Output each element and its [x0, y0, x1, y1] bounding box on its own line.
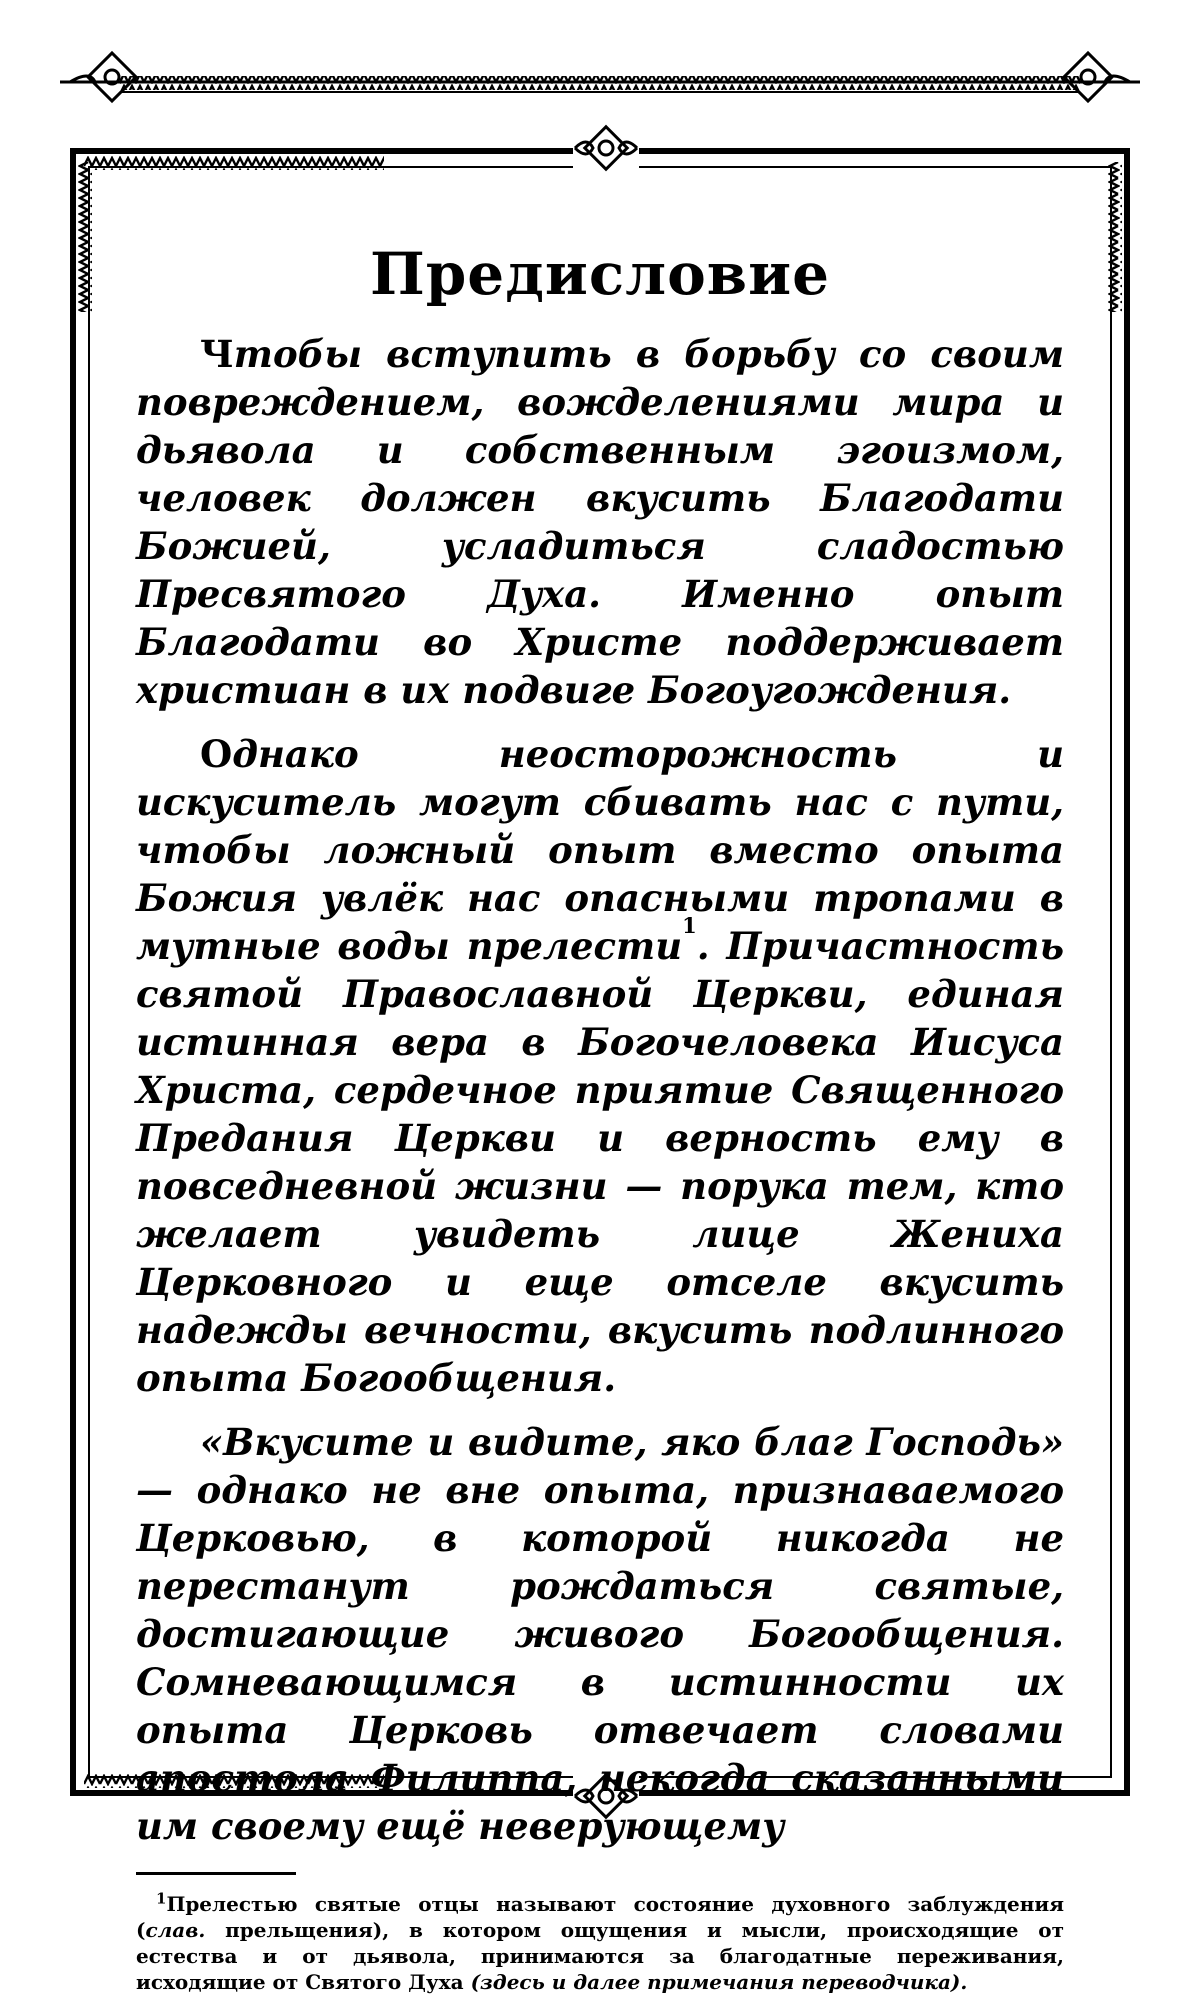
- footnote-text-start: Прелестью святые отцы называют состояние духовного заблуждения (: [136, 1892, 1064, 1942]
- knot-ornament-top-icon: [573, 120, 639, 176]
- footnote: [136, 1891, 1064, 1995]
- paragraph-2-initial: О: [200, 732, 233, 776]
- footnote-mark: 1: [156, 1889, 167, 1908]
- paragraph-2-text-before-ref: днако неосторожность и искуситель могут сбивать нас с пути, чтобы ложный опыт вместо опыта Божия увлёк нас опасными тропами в мутные воды прелести: [136, 732, 1064, 968]
- footnote-separator: [136, 1872, 296, 1875]
- paragraph-1-initial: Ч: [200, 332, 234, 376]
- paragraph-2-text-after-ref: . Причастность святой Православной Церкви, единая истинная вера в Богочеловека Иисуса Христа, сердечное приятие Священного Предания Церкви и верность ему в повседневной жизни — порука тем, кто желает увидеть лице Жениха Церковного и еще отселе вкусить надежды вечности, вкусить подлинного опыта Богообщения.: [136, 924, 1064, 1400]
- page-content: [136, 240, 1064, 1995]
- footnote-text-middle: прельщения), в котором ощущения и мысли, происходящие от естества и от дьявола, принимаются за благодатные переживания, исходящие от Святого Духа: [136, 1918, 1064, 1994]
- paragraph-1: [136, 330, 1064, 714]
- paragraph-2: [136, 730, 1064, 1402]
- page-frame: [70, 148, 1130, 1994]
- footnote-translator-note: (здесь и далее примечания переводчика).: [470, 1970, 968, 1994]
- paragraph-1-text: тобы вступить в борьбу со своим повреждением, вожделениями мира и дьявола и собственным эгоизмом, человек должен вкусить Благодати Божией, усладиться сладостью Пресвятого Духа. Именно опыт Благодати во Христе поддерживает христиан в их подвиге Богоугождения.: [136, 332, 1064, 712]
- top-ornament-rule: [0, 0, 1200, 130]
- footnote-abbreviation: слав.: [145, 1918, 206, 1942]
- footnote-reference[interactable]: 1: [682, 913, 697, 938]
- paragraph-3: «Вкусите и видите, яко благ Господь» — однако не вне опыта, признаваемого Церковью, в которой никогда не перестанут рождаться святые, достигающие живого Богообщения. Сомневающимся в истинности их опыта Церковь отвечает словами апостола Филиппа, некогда сказанными им своему ещё неверующему: [136, 1420, 1064, 1848]
- page-title: Предисловие: [369, 240, 831, 308]
